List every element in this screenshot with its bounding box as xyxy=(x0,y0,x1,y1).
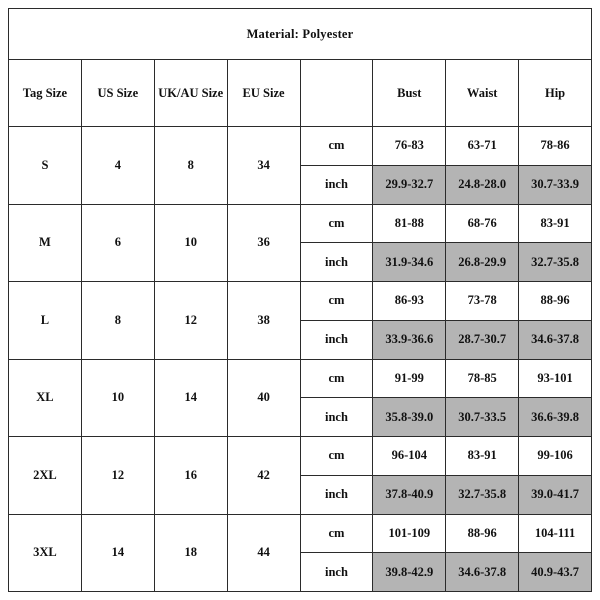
row-us-size: 6 xyxy=(81,204,154,282)
row-uk-au-size: 14 xyxy=(154,359,227,437)
row-uk-au-size: 16 xyxy=(154,437,227,515)
hip-cm: 99-106 xyxy=(519,437,592,476)
header-unit xyxy=(300,60,373,127)
header-bust: Bust xyxy=(373,60,446,127)
bust-cm: 96-104 xyxy=(373,437,446,476)
row-us-size: 14 xyxy=(81,514,154,592)
title-row xyxy=(9,9,592,60)
hip-cm: 104-111 xyxy=(519,514,592,553)
table-row xyxy=(9,127,592,166)
bust-cm: 81-88 xyxy=(373,204,446,243)
waist-inch: 24.8-28.0 xyxy=(446,165,519,204)
header-uk-au-size: UK/AU Size xyxy=(154,60,227,127)
table-row xyxy=(9,359,592,398)
unit-cm: cm xyxy=(300,282,373,321)
row-uk-au-size: 18 xyxy=(154,514,227,592)
header-row xyxy=(9,60,592,127)
header-tag-size: Tag Size xyxy=(9,60,82,127)
unit-cm: cm xyxy=(300,204,373,243)
waist-cm: 83-91 xyxy=(446,437,519,476)
bust-cm: 101-109 xyxy=(373,514,446,553)
waist-cm: 88-96 xyxy=(446,514,519,553)
row-eu-size: 36 xyxy=(227,204,300,282)
row-us-size: 12 xyxy=(81,437,154,515)
row-tag-size: M xyxy=(9,204,82,282)
row-us-size: 10 xyxy=(81,359,154,437)
waist-inch: 32.7-35.8 xyxy=(446,475,519,514)
bust-inch: 31.9-34.6 xyxy=(373,243,446,282)
unit-cm: cm xyxy=(300,127,373,166)
row-uk-au-size: 8 xyxy=(154,127,227,205)
unit-inch: inch xyxy=(300,475,373,514)
waist-cm: 68-76 xyxy=(446,204,519,243)
unit-cm: cm xyxy=(300,359,373,398)
hip-cm: 78-86 xyxy=(519,127,592,166)
waist-inch: 34.6-37.8 xyxy=(446,553,519,592)
bust-cm: 76-83 xyxy=(373,127,446,166)
unit-cm: cm xyxy=(300,437,373,476)
table-row xyxy=(9,514,592,553)
size-chart-table xyxy=(8,8,592,592)
table-row xyxy=(9,204,592,243)
waist-inch: 30.7-33.5 xyxy=(446,398,519,437)
row-us-size: 4 xyxy=(81,127,154,205)
waist-inch: 26.8-29.9 xyxy=(446,243,519,282)
table-row xyxy=(9,282,592,321)
hip-cm: 88-96 xyxy=(519,282,592,321)
waist-cm: 73-78 xyxy=(446,282,519,321)
chart-title: Material: Polyester xyxy=(9,9,592,60)
header-eu-size: EU Size xyxy=(227,60,300,127)
hip-inch: 36.6-39.8 xyxy=(519,398,592,437)
bust-inch: 37.8-40.9 xyxy=(373,475,446,514)
bust-cm: 86-93 xyxy=(373,282,446,321)
waist-inch: 28.7-30.7 xyxy=(446,320,519,359)
row-eu-size: 40 xyxy=(227,359,300,437)
bust-cm: 91-99 xyxy=(373,359,446,398)
row-uk-au-size: 10 xyxy=(154,204,227,282)
row-eu-size: 44 xyxy=(227,514,300,592)
hip-inch: 40.9-43.7 xyxy=(519,553,592,592)
row-us-size: 8 xyxy=(81,282,154,360)
hip-inch: 30.7-33.9 xyxy=(519,165,592,204)
row-eu-size: 34 xyxy=(227,127,300,205)
row-eu-size: 42 xyxy=(227,437,300,515)
row-eu-size: 38 xyxy=(227,282,300,360)
unit-inch: inch xyxy=(300,165,373,204)
hip-inch: 39.0-41.7 xyxy=(519,475,592,514)
hip-inch: 34.6-37.8 xyxy=(519,320,592,359)
bust-inch: 29.9-32.7 xyxy=(373,165,446,204)
unit-inch: inch xyxy=(300,320,373,359)
hip-inch: 32.7-35.8 xyxy=(519,243,592,282)
bust-inch: 39.8-42.9 xyxy=(373,553,446,592)
row-tag-size: 2XL xyxy=(9,437,82,515)
row-uk-au-size: 12 xyxy=(154,282,227,360)
row-tag-size: L xyxy=(9,282,82,360)
bust-inch: 35.8-39.0 xyxy=(373,398,446,437)
table-row xyxy=(9,437,592,476)
row-tag-size: 3XL xyxy=(9,514,82,592)
hip-cm: 83-91 xyxy=(519,204,592,243)
row-tag-size: S xyxy=(9,127,82,205)
header-us-size: US Size xyxy=(81,60,154,127)
bust-inch: 33.9-36.6 xyxy=(373,320,446,359)
row-tag-size: XL xyxy=(9,359,82,437)
header-waist: Waist xyxy=(446,60,519,127)
unit-inch: inch xyxy=(300,553,373,592)
waist-cm: 63-71 xyxy=(446,127,519,166)
hip-cm: 93-101 xyxy=(519,359,592,398)
unit-inch: inch xyxy=(300,398,373,437)
waist-cm: 78-85 xyxy=(446,359,519,398)
unit-inch: inch xyxy=(300,243,373,282)
header-hip: Hip xyxy=(519,60,592,127)
unit-cm: cm xyxy=(300,514,373,553)
